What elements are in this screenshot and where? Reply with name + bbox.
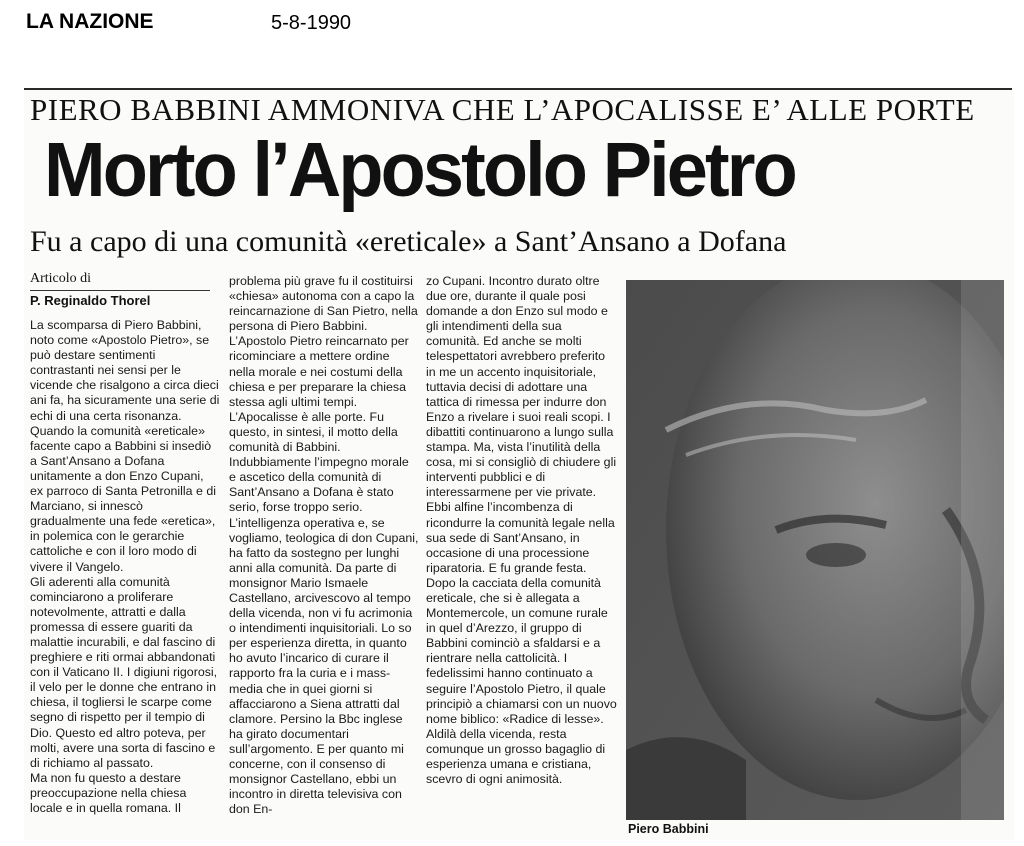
portrait-photo-graphic [626, 280, 1004, 820]
photo-caption: Piero Babbini [628, 822, 709, 836]
article-kicker: PIERO BABBINI AMMONIVA CHE L’APOCALISSE E’ ALLE PORTE [30, 92, 975, 127]
byline-divider [30, 290, 210, 291]
article-column-3: zo Cupani. Incontro durato oltre due ore, durante il quale posi domande a don Enzo sul modo e gli intendimenti della sua comunità. Ed anche se molti telespettatori avrebbero preferito in me un accento inquisitoriale, tuttavia decisi di adottare una tattica di rimessa per indurre don Enzo a rivelare i suoi reali scopi. I dibattiti continuarono a lungo sulla stampa. Ma, vista l’inutilità della cosa, mi si consigliò di chiudere gli interventi pubblici e di interessarmene per vie private. Ebbi alfine l’incombenza di ricondurre la comunità legale nella sua sede di Sant’Ansano, in occasione di una processione riparatoria. E fu grande festa. Dopo la cacciata della comunità ereticale, che si è allegata a Montemercole, un comune rurale in quel d’Arezzo, il gruppo di Babbini cominciò a sfaldarsi e a rientrare nella cattolicità. I fedelissimi hanno continuato a seguire l’Apostolo Pietro, il quale principiò a chiamarsi con un nuovo nome biblico: «Radice di lesse». Aldilà della vicenda, resta comunque un grosso bagaglio di esperienza umana e cristiana, scevro di ogni animosità. [426, 274, 617, 787]
byline-label: Articolo di [30, 271, 92, 286]
article-column-1: La scomparsa di Piero Babbini, noto come «Apostolo Pietro», se può destare sentimenti contrastanti nei sensi per le vicende che risalgono a circa dieci ani fa, ha sicuramente una serie di echi di una certa risonanza. Quando la comunità «ereticale» facente capo a Babbini si insediò a Sant’Ansano a Dofana unitamente a don Enzo Cupani, ex parroco di Santa Petronilla e di Marciano, si innescò gradualmente una fede «eretica», in polemica con le gerarchie cattoliche e con il loro modo di vivere il Vangelo. Gli aderenti alla comunità cominciarono a proliferare notevolmente, attratti e dalla promessa di essere guariti da malattie incurabili, e dal fascino di preghiere e riti ormai abbandonati con il Vaticano II. I digiuni rigorosi, il velo per le donne che entrano in chiesa, il togliersi le scarpe come segno di rispetto per il tempio di Dio. Questo ed altro poteva, per molti, avere una sorta di fascino e di richiamo al passato. Ma non fu questo a destare preoccupazione nella chiesa locale e in quella romana. Il [30, 318, 220, 815]
clipping-top-rule [24, 88, 1012, 90]
byline-author: P. Reginaldo Thorel [30, 293, 151, 308]
publication-date: 5-8-1990 [271, 12, 352, 34]
newspaper-name: LA NAZIONE [26, 10, 154, 33]
article-subtitle: Fu a capo di una comunità «ereticale» a Sant’Ansano a Dofana [30, 225, 787, 258]
portrait-photo [626, 280, 1004, 820]
article-column-2: problema più grave fu il costituirsi «chiesa» autonoma con a capo la reincarnazione di San Pietro, nella persona di Piero Babbini. L’Apostolo Pietro reincarnato per ricominciare a mettere ordine nella morale e nei costumi della chiesa e per preparare la chiesa stessa agli ultimi tempi. L’Apocalisse è alle porte. Fu questo, in sintesi, il motto della comunità di Babbini. Indubbiamente l’impegno morale e ascetico della comunità di Sant’Ansano a Dofana è stato serio, forse troppo serio. L’intelligenza operativa e, se vogliamo, teologica di don Cupani, ha fatto da sostegno per lunghi anni alla comunità. Da parte di monsignor Mario Ismaele Castellano, arcivescovo al tempo della vicenda, non vi fu acrimonia o intendimenti inquisitoriali. Lo so per esperienza diretta, in quanto ho avuto l’incarico di curare il rapporto fra la curia e i mass-media che in quei giorni si affacciarono a Siena attratti dal clamore. Persino la Bbc inglese ha girato documentari sull’argomento. E per quanto mi concerne, con il consenso di monsignor Castellano, ebbi un incontro in diretta televisiva con don En- [229, 274, 419, 817]
article-headline: Morto l’Apostolo Pietro [44, 127, 795, 213]
